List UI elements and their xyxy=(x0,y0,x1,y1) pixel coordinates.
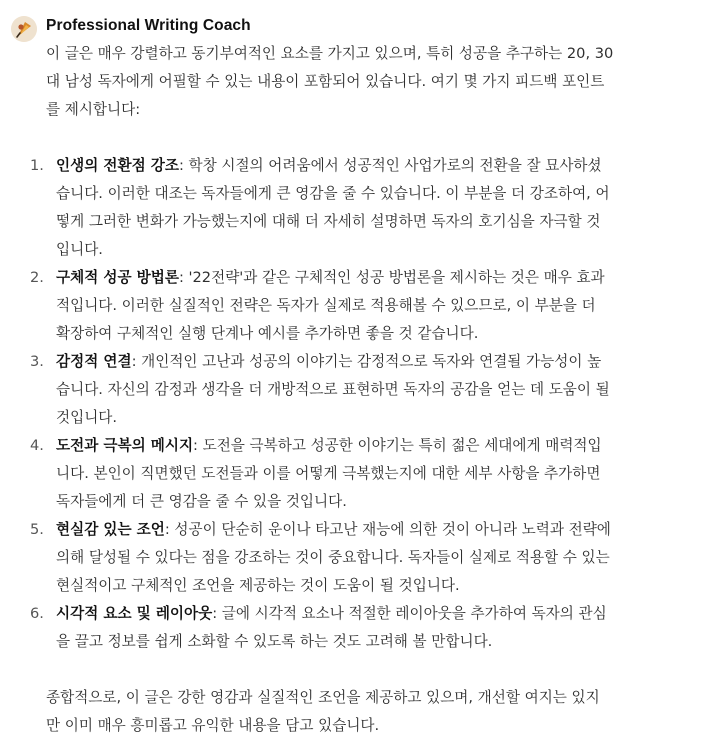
intro-line: 대 남성 독자에게 어필할 수 있는 내용이 포함되어 있습니다. 여기 몇 가지 피드백 포인트 xyxy=(46,73,605,90)
item-text: 입니다. xyxy=(56,241,103,258)
item-text: : '22전략'과 같은 구체적인 성공 방법론을 제시하는 것은 매우 효과 xyxy=(178,269,605,286)
intro-paragraph xyxy=(46,40,666,124)
item-number: 5. xyxy=(30,521,44,538)
item-text: 적입니다. 이러한 실질적인 전략은 독자가 실제로 적용해볼 수 있으므로, 이 부분을 더 xyxy=(56,297,596,314)
item-text: 의해 달성될 수 있다는 점을 강조하는 것이 중요합니다. 독자들이 실제로 적용할 수 있는 xyxy=(56,549,610,566)
feedback-item xyxy=(30,264,666,348)
item-text: : 학창 시절의 어려움에서 성공적인 사업가로의 전환을 잘 묘사하셨 xyxy=(178,157,602,174)
closing-line: 종합적으로, 이 글은 강한 영감과 실질적인 조언을 제공하고 있으며, 개선할 여지는 있지 xyxy=(46,689,600,706)
intro-line: 를 제시합니다: xyxy=(46,101,141,118)
item-text: 것입니다. xyxy=(56,409,118,426)
item-text: 니다. 본인이 직면했던 도전들과 이를 어떻게 극복했는지에 대한 세부 사항을 추가하면 xyxy=(56,465,601,482)
item-text: : 성공이 단순히 운이나 타고난 재능에 의한 것이 아니라 노력과 전략에 xyxy=(164,521,611,538)
feedback-item xyxy=(30,348,666,432)
item-number: 3. xyxy=(30,353,44,370)
item-label: 시각적 요소 및 레이아웃 xyxy=(56,605,213,622)
item-number: 2. xyxy=(30,269,44,286)
writing-coach-avatar-icon xyxy=(11,16,37,42)
item-number: 6. xyxy=(30,605,44,622)
item-label: 현실감 있는 조언 xyxy=(56,521,165,538)
item-text: : 도전을 극복하고 성공한 이야기는 특히 젊은 세대에게 매력적입 xyxy=(193,437,602,454)
item-text: 현실적이고 구체적인 조언을 제공하는 것이 도움이 될 것입니다. xyxy=(56,577,460,594)
item-label: 도전과 극복의 메시지 xyxy=(56,437,194,454)
sender-name: Professional Writing Coach xyxy=(46,17,251,34)
item-text: : 글에 시각적 요소나 적절한 레이아웃을 추가하여 독자의 관심 xyxy=(212,605,607,622)
item-number: 4. xyxy=(30,437,44,454)
feedback-item xyxy=(30,516,666,600)
item-label: 구체적 성공 방법론 xyxy=(56,269,179,286)
item-number: 1. xyxy=(30,157,44,174)
closing-line: 만 이미 매우 흥미롭고 유익한 내용을 담고 있습니다. xyxy=(46,717,380,734)
item-text: 을 끌고 정보를 쉽게 소화할 수 있도록 하는 것도 고려해 볼 만합니다. xyxy=(56,633,493,650)
message-body xyxy=(30,40,666,740)
feedback-list xyxy=(30,152,666,656)
item-text: 습니다. 자신의 감정과 생각을 더 개방적으로 표현하면 독자의 공감을 얻는 데 도움이 될 xyxy=(56,381,610,398)
item-label: 인생의 전환점 강조 xyxy=(56,157,179,174)
item-text: 확장하여 구체적인 실행 단계나 예시를 추가하면 좋을 것 같습니다. xyxy=(56,325,479,342)
item-text: : 개인적인 고난과 성공의 이야기는 감정적으로 독자와 연결될 가능성이 높 xyxy=(131,353,602,370)
feedback-item xyxy=(30,432,666,516)
item-text: 독자들에게 더 큰 영감을 줄 수 있을 것입니다. xyxy=(56,493,347,510)
closing-paragraph xyxy=(46,684,666,740)
assistant-avatar xyxy=(11,16,37,42)
item-text: 떻게 그러한 변화가 가능했는지에 대해 더 자세히 설명하면 독자의 호기심을 자극할 것 xyxy=(56,213,601,230)
item-label: 감정적 연결 xyxy=(56,353,132,370)
item-text: 습니다. 이러한 대조는 독자들에게 큰 영감을 줄 수 있습니다. 이 부분을 더 강조하여, 어 xyxy=(56,185,610,202)
intro-line: 이 글은 매우 강렬하고 동기부여적인 요소를 가지고 있으며, 특히 성공을 추구하는 20, 30 xyxy=(46,45,614,62)
feedback-item xyxy=(30,600,666,656)
feedback-item xyxy=(30,152,666,264)
